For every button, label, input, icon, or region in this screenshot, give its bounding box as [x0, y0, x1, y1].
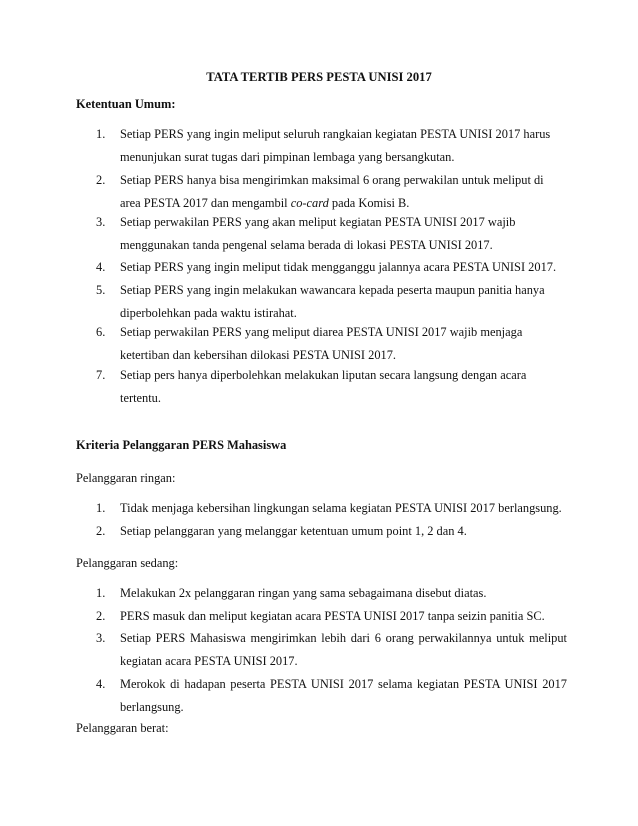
list-text-line — [120, 196, 409, 211]
section-heading-ketentuan-umum: Ketentuan Umum: — [76, 97, 176, 111]
list-number: 3. — [96, 631, 106, 645]
italic-text: co-card — [290, 196, 329, 210]
section-heading-kriteria-pelanggaran: Kriteria Pelanggaran PERS Mahasiswa — [76, 438, 287, 452]
list-number: 3. — [96, 215, 106, 229]
list-text-line: Setiap pelanggaran yang melanggar ketentuan umum point 1, 2 dan 4. — [120, 524, 467, 538]
list-text-line: Setiap perwakilan PERS yang akan meliput kegiatan PESTA UNISI 2017 wajib — [120, 215, 516, 229]
list-text-line: Melakukan 2x pelanggaran ringan yang sama sebagaimana disebut diatas. — [120, 586, 487, 600]
subsection-label-berat: Pelanggaran berat: — [76, 721, 169, 735]
list-text-line: tertentu. — [120, 391, 161, 405]
list-number: 4. — [96, 677, 106, 691]
list-text-line: Tidak menjaga kebersihan lingkungan selama kegiatan PESTA UNISI 2017 berlangsung. — [120, 501, 562, 515]
list-text-line: berlangsung. — [120, 700, 184, 714]
list-text-line: Setiap pers hanya diperbolehkan melakukan liputan secara langsung dengan acara — [120, 368, 527, 382]
list-text-line: kegiatan acara PESTA UNISI 2017. — [120, 654, 298, 668]
list-number: 5. — [96, 283, 106, 297]
list-text-line: Setiap PERS yang ingin meliput seluruh rangkaian kegiatan PESTA UNISI 2017 harus — [120, 127, 551, 141]
list-text-line: Setiap PERS yang ingin melakukan wawancara kepada peserta maupun panitia hanya — [120, 283, 545, 297]
document-title: TATA TERTIB PERS PESTA UNISI 2017 — [206, 70, 432, 84]
list-number: 2. — [96, 609, 106, 623]
list-text-line: Setiap PERS yang ingin meliput tidak mengganggu jalannya acara PESTA UNISI 2017. — [120, 260, 557, 274]
subsection-label-ringan: Pelanggaran ringan: — [76, 471, 176, 485]
list-text-line: Setiap PERS hanya bisa mengirimkan maksimal 6 orang perwakilan untuk meliput di — [120, 173, 544, 187]
list-text-line: Setiap perwakilan PERS yang meliput diarea PESTA UNISI 2017 wajib menjaga — [120, 325, 523, 339]
list-text-line: menunjukan surat tugas dari pimpinan lembaga yang bersangkutan. — [120, 150, 455, 164]
list-number: 2. — [96, 524, 106, 538]
list-number: 6. — [96, 325, 106, 339]
list-number: 1. — [96, 501, 106, 515]
list-number: 2. — [96, 173, 106, 187]
list-number: 1. — [96, 586, 106, 600]
list-text-line: ketertiban dan kebersihan dilokasi PESTA UNISI 2017. — [120, 348, 397, 362]
text-run: area PESTA 2017 dan mengambil — [120, 196, 291, 210]
text-run: pada Komisi B. — [328, 196, 410, 210]
list-number: 7. — [96, 368, 106, 382]
list-text-line: PERS masuk dan meliput kegiatan acara PESTA UNISI 2017 tanpa seizin panitia SC. — [120, 609, 545, 623]
list-text-line: Merokok di hadapan peserta PESTA UNISI 2017 selama kegiatan PESTA UNISI 2017 — [120, 677, 567, 691]
list-text-line: menggunakan tanda pengenal selama berada di lokasi PESTA UNISI 2017. — [120, 238, 493, 252]
list-text-line: diperbolehkan pada waktu istirahat. — [120, 306, 297, 320]
subsection-label-sedang: Pelanggaran sedang: — [76, 556, 179, 570]
list-number: 1. — [96, 127, 106, 141]
list-number: 4. — [96, 260, 106, 274]
list-text-line: Setiap PERS Mahasiswa mengirimkan lebih dari 6 orang perwakilannya untuk meliput — [120, 631, 567, 645]
